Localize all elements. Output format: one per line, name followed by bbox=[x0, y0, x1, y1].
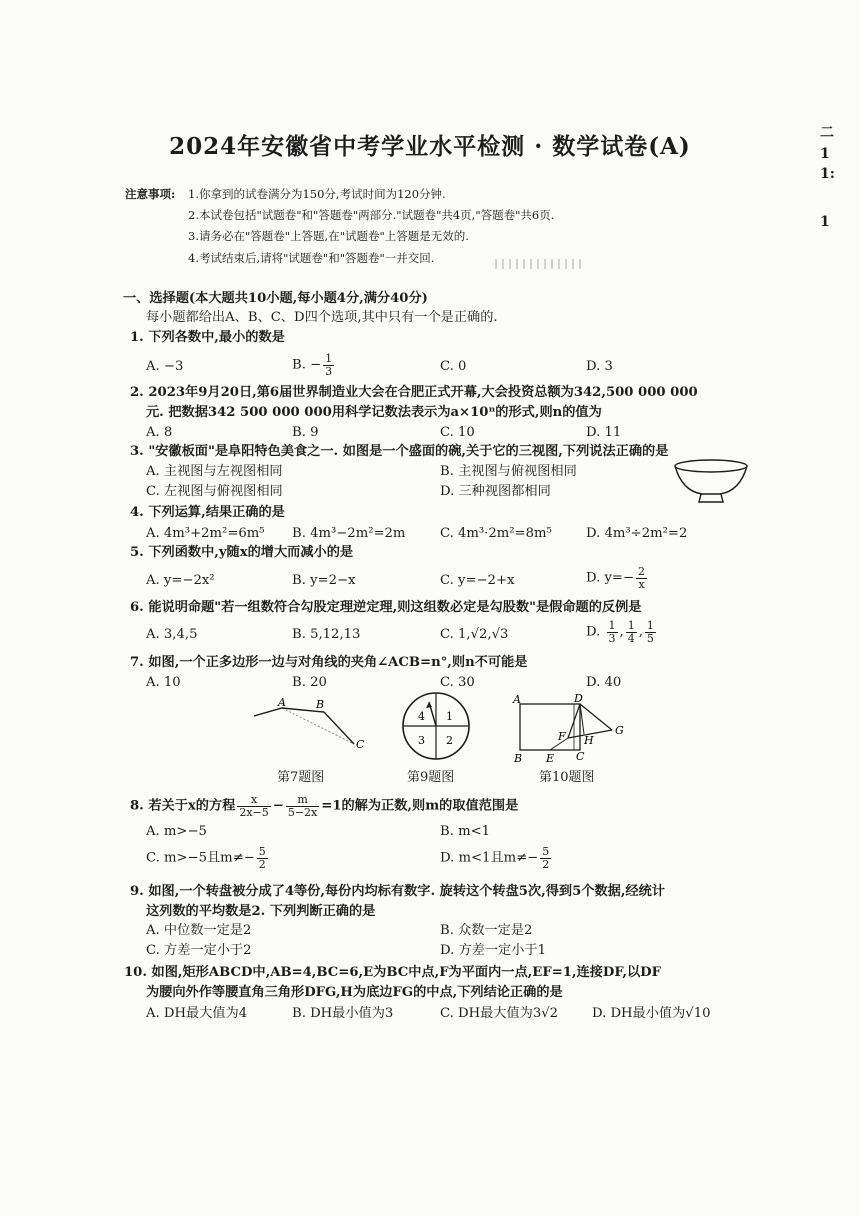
option-d: D. 40 bbox=[586, 675, 622, 690]
question-stem: 7. 如图,一个正多边形一边与对角线的夹角∠ACB=n°,则n不可能是 bbox=[130, 655, 528, 670]
fig10-label: G bbox=[615, 724, 624, 737]
question-stem: 4. 下列运算,结果正确的是 bbox=[130, 505, 285, 520]
option-b: B. − $\frac{1}{3}$ bbox=[292, 352, 333, 378]
option-b: B. m<1 bbox=[440, 824, 491, 839]
option-a: A. DH最大值为4 bbox=[146, 1006, 248, 1021]
option-d: D. 4m³÷2m²=2 bbox=[586, 526, 688, 541]
edge-mark: 1 bbox=[820, 214, 830, 230]
section-intro: 每小题都给出A、B、C、D四个选项,其中只有一个是正确的. bbox=[146, 310, 498, 325]
option-b: B. y=2−x bbox=[292, 573, 356, 588]
fig10-label: H bbox=[584, 734, 594, 747]
question-stem-cont: 为腰向外作等腰直角三角形DFG,H为底边FG的中点,下列结论正确的是 bbox=[146, 985, 563, 1000]
option-a: A. 8 bbox=[146, 425, 173, 440]
option-d: D. 三种视图都相同 bbox=[440, 484, 551, 499]
option-a: A. −3 bbox=[146, 359, 184, 374]
option-a: A. 中位数一定是2 bbox=[146, 923, 252, 938]
edge-mark: 1: bbox=[820, 166, 835, 182]
fig7-label: C bbox=[356, 738, 365, 751]
spinner-number: 1 bbox=[446, 710, 453, 723]
option-c: C. 10 bbox=[440, 425, 475, 440]
question-stem: 2. 2023年9月20日,第6届世界制造业大会在合肥正式开幕,大会投资总额为342,500 000 000 bbox=[130, 385, 698, 400]
fig10-label: A bbox=[513, 694, 521, 706]
page-title: 2024年安徽省中考学业水平检测 · 数学试卷(A) bbox=[169, 133, 691, 160]
option-b: B. DH最小值为3 bbox=[292, 1006, 394, 1021]
option-c: C. DH最大值为3√2 bbox=[440, 1006, 559, 1021]
option-d: D. m<1且m≠− $\frac{5}{2}$ bbox=[440, 845, 550, 871]
option-c: C. m>−5且m≠− $\frac{5}{2}$ bbox=[146, 845, 266, 871]
option-b: B. 9 bbox=[292, 425, 319, 440]
question-stem: 1. 下列各数中,最小的数是 bbox=[130, 330, 285, 345]
option-a: A. y=−2x² bbox=[146, 573, 215, 588]
notice-item: 2.本试卷包括"试题卷"和"答题卷"两部分."试题卷"共4页,"答题卷"共6页. bbox=[188, 208, 555, 222]
question-stem: 6. 能说明命题"若一组数符合勾股定理逆定理,则这组数必定是勾股数"是假命题的反例是 bbox=[130, 600, 642, 615]
option-b: B. 主视图与俯视图相同 bbox=[440, 464, 577, 479]
option-c: C. 1,√2,√3 bbox=[440, 627, 509, 642]
option-a: A. 3,4,5 bbox=[146, 627, 198, 642]
spinner-number: 2 bbox=[446, 734, 453, 747]
option-c: C. 左视图与俯视图相同 bbox=[146, 484, 283, 499]
bowl-figure bbox=[672, 457, 750, 505]
option-a: A. m>−5 bbox=[146, 824, 207, 839]
spinner-number: 4 bbox=[418, 710, 425, 723]
option-d: D. 3 bbox=[586, 359, 613, 374]
notice-item: 1.你拿到的试卷满分为150分,考试时间为120分钟. bbox=[188, 187, 446, 201]
spinner-number: 3 bbox=[418, 734, 425, 747]
option-d: D. 11 bbox=[586, 425, 622, 440]
scan-noise bbox=[495, 259, 585, 269]
option-d: D. $\frac{1}{3}$ , $\frac{1}{4}$ , $\frac{1}{5}$ bbox=[586, 619, 654, 645]
figure-caption: 第7题图 bbox=[277, 770, 325, 785]
figure-q10 bbox=[510, 694, 634, 766]
figure-caption: 第10题图 bbox=[539, 770, 595, 785]
fig10-label: D bbox=[574, 694, 583, 705]
fig10-label: C bbox=[576, 750, 585, 763]
option-d: D. 方差一定小于1 bbox=[440, 943, 547, 958]
question-stem: 5. 下列函数中,y随x的增大而减小的是 bbox=[130, 545, 354, 560]
option-d: D. DH最小值为√10 bbox=[592, 1006, 711, 1021]
edge-mark: 1 bbox=[820, 146, 830, 162]
question-stem: 3. "安徽板面"是阜阳特色美食之一. 如图是一个盛面的碗,关于它的三视图,下列说法正确的是 bbox=[130, 444, 669, 459]
fig10-label: B bbox=[514, 752, 523, 765]
fig7-label: A bbox=[278, 696, 286, 709]
option-b: B. 4m³−2m²=2m bbox=[292, 526, 406, 541]
figure-q9-spinner bbox=[401, 690, 471, 762]
option-c: C. 方差一定小于2 bbox=[146, 943, 252, 958]
option-a: A. 主视图与左视图相同 bbox=[146, 464, 283, 479]
question-stem: 10. 如图,矩形ABCD中,AB=4,BC=6,E为BC中点,F为平面内一点,EF=1,连接DF,以DF bbox=[124, 965, 661, 980]
notice-label: 注意事项: bbox=[125, 187, 176, 201]
notice-item: 4.考试结束后,请将"试题卷"和"答题卷"一并交回. bbox=[188, 251, 435, 265]
option-c: C. 4m³·2m²=8m⁵ bbox=[440, 526, 552, 541]
figure-q7 bbox=[250, 696, 370, 762]
question-stem-cont: 元. 把数据342 500 000 000用科学记数法表示为a×10ⁿ的形式,则n的值为 bbox=[146, 405, 602, 420]
option-b: B. 众数一定是2 bbox=[440, 923, 533, 938]
option-c: C. 30 bbox=[440, 675, 475, 690]
fig7-label: B bbox=[316, 698, 325, 711]
fig10-label: E bbox=[546, 752, 555, 765]
edge-mark: 二 bbox=[820, 125, 834, 141]
option-a: A. 10 bbox=[146, 675, 181, 690]
question-stem: 9. 如图,一个转盘被分成了4等份,每份内均标有数字. 旋转这个转盘5次,得到5个数据,经统计 bbox=[130, 884, 665, 899]
option-d: D. y=− $\frac{2}{x}$ bbox=[586, 565, 646, 591]
question-stem: 8. 若关于x的方程 $\frac{x}{2x-5}$ − $\frac{m}{5-2x}$ =1的解为正数,则m的取值范围是 bbox=[130, 793, 519, 819]
figure-caption: 第9题图 bbox=[407, 770, 455, 785]
notice-item: 3.请务必在"答题卷"上答题,在"试题卷"上答题是无效的. bbox=[188, 229, 469, 243]
option-c: C. y=−2+x bbox=[440, 573, 515, 588]
option-b: B. 5,12,13 bbox=[292, 627, 361, 642]
question-stem-cont: 这列数的平均数是2. 下列判断正确的是 bbox=[146, 904, 376, 919]
section-heading: 一、选择题(本大题共10小题,每小题4分,满分40分) bbox=[123, 291, 428, 306]
option-b: B. 20 bbox=[292, 675, 327, 690]
fig10-label: F bbox=[558, 730, 566, 743]
option-c: C. 0 bbox=[440, 359, 467, 374]
option-a: A. 4m³+2m²=6m⁵ bbox=[146, 526, 265, 541]
